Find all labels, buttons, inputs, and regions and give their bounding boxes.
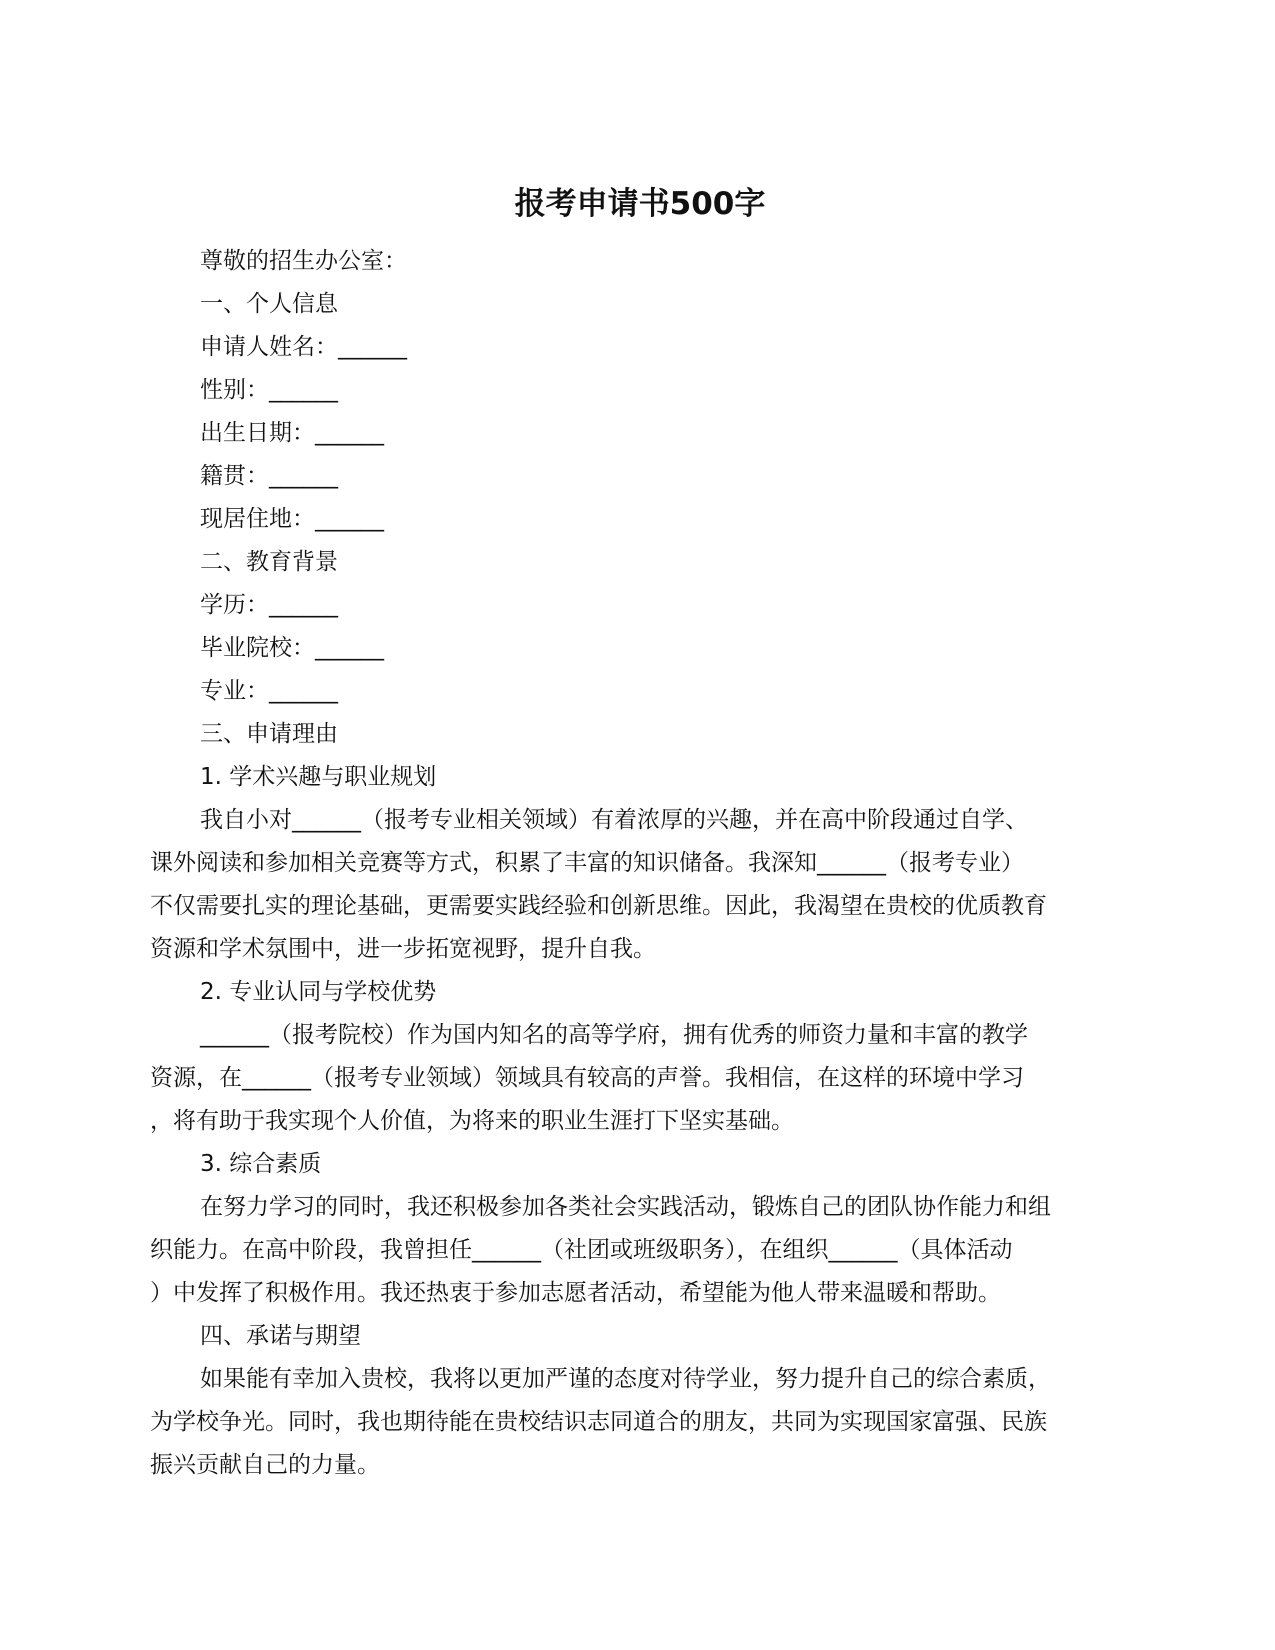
paragraph-line: 不仅需要扎实的理论基础，更需要实践经验和创新思维。因此，我渴望在贵校的优质教育: [150, 893, 1047, 919]
paragraph-line: 在努力学习的同时，我还积极参加各类社会实践活动，锻炼自己的团队协作能力和组: [200, 1194, 1051, 1220]
paragraph-line: ，将有助于我实现个人价值，为将来的职业生涯打下坚实基础。: [150, 1108, 794, 1134]
field-degree: 学历：______: [200, 592, 338, 618]
paragraph-line: 我自小对______（报考专业相关领域）有着浓厚的兴趣，并在高中阶段通过自学、: [200, 807, 1028, 833]
field-residence: 现居住地：______: [200, 506, 384, 532]
paragraph-line: ）中发挥了积极作用。我还热衷于参加志愿者活动，希望能为他人带来温暖和帮助。: [150, 1280, 1001, 1306]
field-gender: 性别：______: [200, 377, 338, 403]
section-heading-personal-info: 一、个人信息: [200, 291, 338, 317]
field-major: 专业：______: [200, 678, 338, 704]
document-title: 报考申请书500字: [514, 186, 766, 222]
field-native-place: 籍贯：______: [200, 463, 338, 489]
subheading-overall-quality: 3. 综合素质: [200, 1151, 322, 1177]
paragraph-line: 织能力。在高中阶段，我曾担任______（社团或班级职务），在组织______（具体活动: [150, 1237, 1013, 1263]
field-birth-date: 出生日期：______: [200, 420, 384, 446]
paragraph-line: 振兴贡献自己的力量。: [150, 1452, 380, 1478]
salutation: 尊敬的招生办公室：: [200, 248, 407, 274]
section-heading-commitment: 四、承诺与期望: [200, 1323, 361, 1349]
subheading-major-recognition: 2. 专业认同与学校优势: [200, 979, 437, 1005]
field-applicant-name: 申请人姓名：______: [200, 334, 407, 360]
field-school: 毕业院校：______: [200, 635, 384, 661]
paragraph-line: ______（报考院校）作为国内知名的高等学府，拥有优秀的师资力量和丰富的教学: [200, 1022, 1028, 1048]
paragraph-line: 为学校争光。同时，我也期待能在贵校结识志同道合的朋友，共同为实现国家富强、民族: [150, 1409, 1047, 1435]
paragraph-line: 资源，在______（报考专业领域）领域具有较高的声誉。我相信，在这样的环境中学习: [150, 1065, 1024, 1091]
section-heading-education: 二、教育背景: [200, 549, 338, 575]
paragraph-line: 资源和学术氛围中，进一步拓宽视野，提升自我。: [150, 936, 656, 962]
subheading-academic-interest: 1. 学术兴趣与职业规划: [200, 764, 437, 790]
section-heading-reasons: 三、申请理由: [200, 721, 338, 747]
document-body: [150, 240, 1130, 1487]
paragraph-line: 如果能有幸加入贵校，我将以更加严谨的态度对待学业，努力提升自己的综合素质，: [200, 1366, 1051, 1392]
paragraph-line: 课外阅读和参加相关竞赛等方式，积累了丰富的知识储备。我深知______（报考专业）: [150, 850, 1024, 876]
